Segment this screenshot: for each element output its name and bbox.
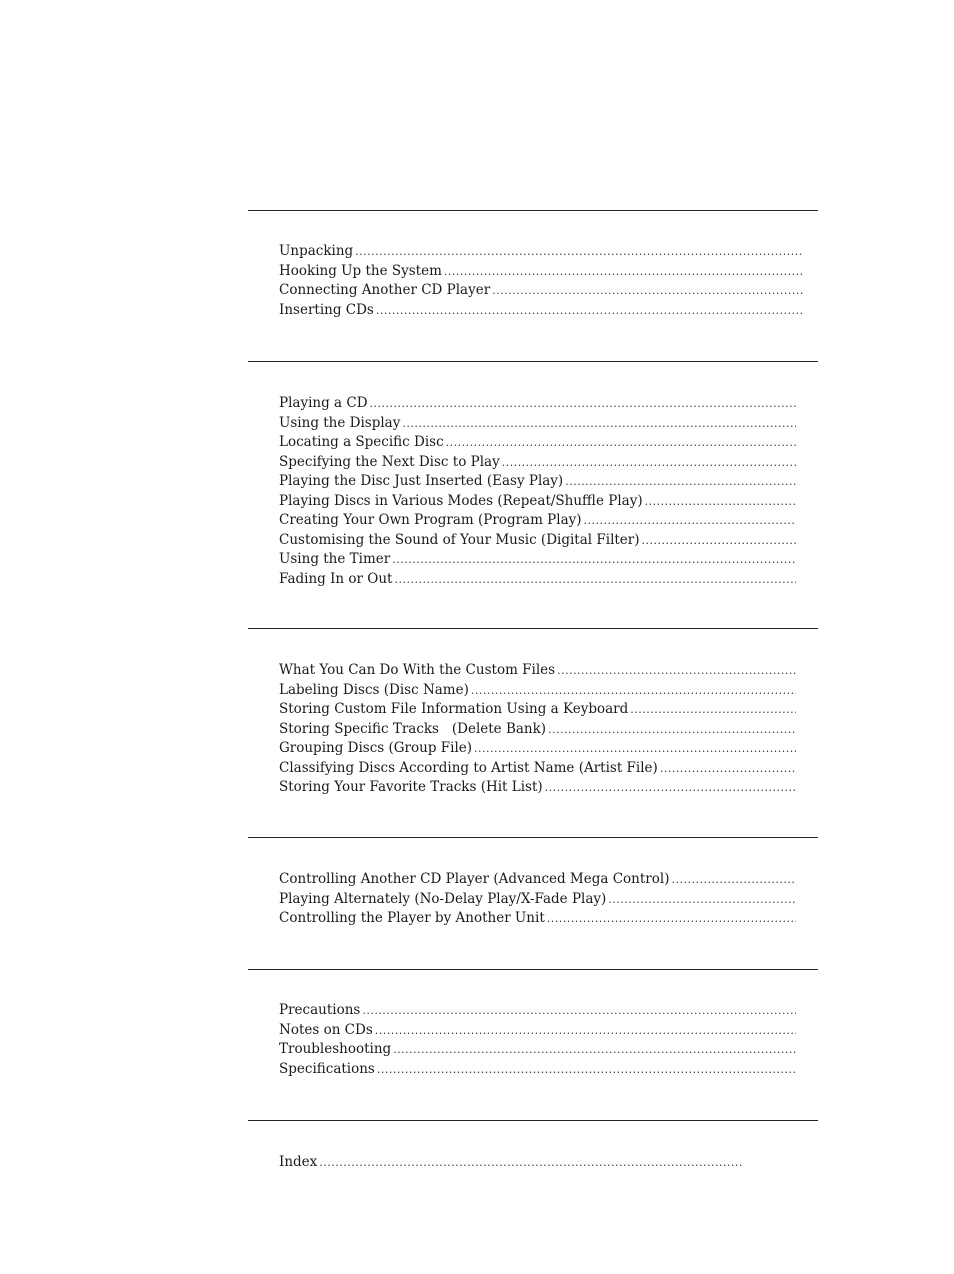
toc-entry[interactable]	[279, 739, 796, 759]
toc-entry[interactable]	[279, 492, 796, 512]
dot-leader	[394, 570, 796, 590]
toc-entry[interactable]	[279, 720, 796, 740]
toc-entry-label: Connecting Another CD Player	[279, 282, 491, 298]
dot-leader	[548, 720, 796, 740]
dot-leader	[471, 681, 796, 701]
toc-entry[interactable]	[279, 870, 796, 890]
toc-section	[279, 661, 796, 798]
toc-entry-label: Storing Your Favorite Tracks (Hit List)	[279, 779, 543, 795]
toc-entry-label: Using the Display	[279, 414, 401, 431]
toc-entry-label: Notes on CDs	[279, 1021, 373, 1038]
dot-leader	[402, 414, 796, 434]
toc-entry-label: Playing Discs in Various Modes (Repeat/Shuffle Play)	[279, 492, 643, 509]
toc-entry-label: Troubleshooting	[279, 1041, 392, 1057]
dot-leader	[502, 453, 796, 473]
toc-entry-label: Controlling the Player by Another Unit	[279, 910, 545, 926]
toc-entry[interactable]	[279, 890, 796, 910]
toc-entry[interactable]	[279, 433, 796, 453]
toc-entry-label: Playing Alternately (No-Delay Play/X-Fade Play)	[279, 890, 607, 907]
toc-entry-label: Labeling Discs (Disc Name)	[279, 681, 469, 698]
dot-leader	[444, 262, 803, 282]
dot-leader	[370, 394, 796, 414]
toc-section	[279, 1153, 742, 1173]
toc-entry[interactable]	[279, 778, 796, 798]
section-divider	[248, 628, 818, 629]
toc-entry[interactable]	[279, 1060, 796, 1080]
toc-entry[interactable]	[279, 1001, 796, 1021]
section-divider	[248, 1120, 818, 1121]
toc-entry-label: Precautions	[279, 1002, 361, 1018]
dot-leader	[547, 909, 796, 929]
dot-leader	[557, 661, 796, 681]
toc-entry[interactable]	[279, 700, 796, 720]
dot-leader	[492, 281, 803, 301]
toc-entry[interactable]	[279, 281, 803, 301]
toc-entry-label: Playing the Disc Just Inserted (Easy Play)	[279, 473, 564, 489]
dot-leader	[355, 242, 803, 262]
toc-entry-label: Specifications	[279, 1060, 375, 1077]
toc-entry[interactable]	[279, 511, 796, 531]
dot-leader	[446, 433, 796, 453]
dot-leader	[642, 531, 796, 551]
section-divider	[248, 837, 818, 838]
toc-entry-label: Customising the Sound of Your Music (Digital Filter)	[279, 531, 640, 548]
dot-leader	[645, 492, 796, 512]
dot-leader	[584, 511, 796, 531]
section-divider	[248, 361, 818, 362]
toc-section	[279, 242, 803, 320]
toc-entry-label: Inserting CDs	[279, 301, 374, 318]
toc-entry-label: Grouping Discs (Group File)	[279, 740, 473, 756]
toc-entry[interactable]	[279, 453, 796, 473]
toc-entry-label: Using the Timer	[279, 551, 391, 567]
toc-entry[interactable]	[279, 759, 796, 779]
toc-entry-label: Locating a Specific Disc	[279, 434, 444, 450]
toc-entry[interactable]	[279, 1040, 796, 1060]
dot-leader	[377, 1060, 796, 1080]
toc-entry[interactable]	[279, 661, 796, 681]
toc-section	[279, 394, 796, 589]
toc-entry[interactable]	[279, 262, 803, 282]
dot-leader	[565, 472, 796, 492]
toc-section	[279, 1001, 796, 1079]
dot-leader	[608, 890, 796, 910]
dot-leader	[376, 301, 803, 321]
toc-entry[interactable]	[279, 550, 796, 570]
toc-entry-label: Playing a CD	[279, 395, 368, 411]
toc-entry[interactable]	[279, 531, 796, 551]
toc-entry-label: Hooking Up the System	[279, 262, 442, 279]
toc-entry[interactable]	[279, 681, 796, 701]
toc-entry[interactable]	[279, 301, 803, 321]
toc-entry-label: Storing Specific Tracks (Delete Bank)	[279, 720, 547, 737]
toc-entry[interactable]	[279, 1153, 742, 1173]
toc-entry[interactable]	[279, 242, 803, 262]
dot-leader	[392, 550, 796, 570]
toc-entry[interactable]	[279, 394, 796, 414]
toc-entry-label: Specifying the Next Disc to Play	[279, 453, 500, 470]
toc-entry-label: Creating Your Own Program (Program Play)	[279, 512, 582, 528]
dot-leader	[474, 739, 796, 759]
toc-entry-label: What You Can Do With the Custom Files	[279, 662, 556, 678]
toc-entry[interactable]	[279, 472, 796, 492]
dot-leader	[671, 870, 796, 890]
toc-section	[279, 870, 796, 929]
dot-leader	[375, 1021, 796, 1041]
toc-entry[interactable]	[279, 414, 796, 434]
toc-entry-label: Classifying Discs According to Artist Name (Artist File)	[279, 759, 658, 776]
toc-entry-label: Unpacking	[279, 243, 354, 259]
dot-leader	[393, 1040, 796, 1060]
toc-entry-label: Controlling Another CD Player (Advanced Mega Control)	[279, 871, 670, 887]
toc-entry[interactable]	[279, 909, 796, 929]
toc-entry[interactable]	[279, 570, 796, 590]
dot-leader	[660, 759, 796, 779]
section-divider	[248, 210, 818, 211]
dot-leader	[545, 778, 796, 798]
section-divider	[248, 969, 818, 970]
toc-entry-label: Storing Custom File Information Using a Keyboard	[279, 701, 629, 717]
dot-leader	[319, 1153, 742, 1173]
toc-entry-label: Fading In or Out	[279, 570, 393, 587]
toc-entry-label: Index	[279, 1154, 318, 1170]
toc-entry[interactable]	[279, 1021, 796, 1041]
dot-leader	[630, 700, 796, 720]
dot-leader	[362, 1001, 796, 1021]
